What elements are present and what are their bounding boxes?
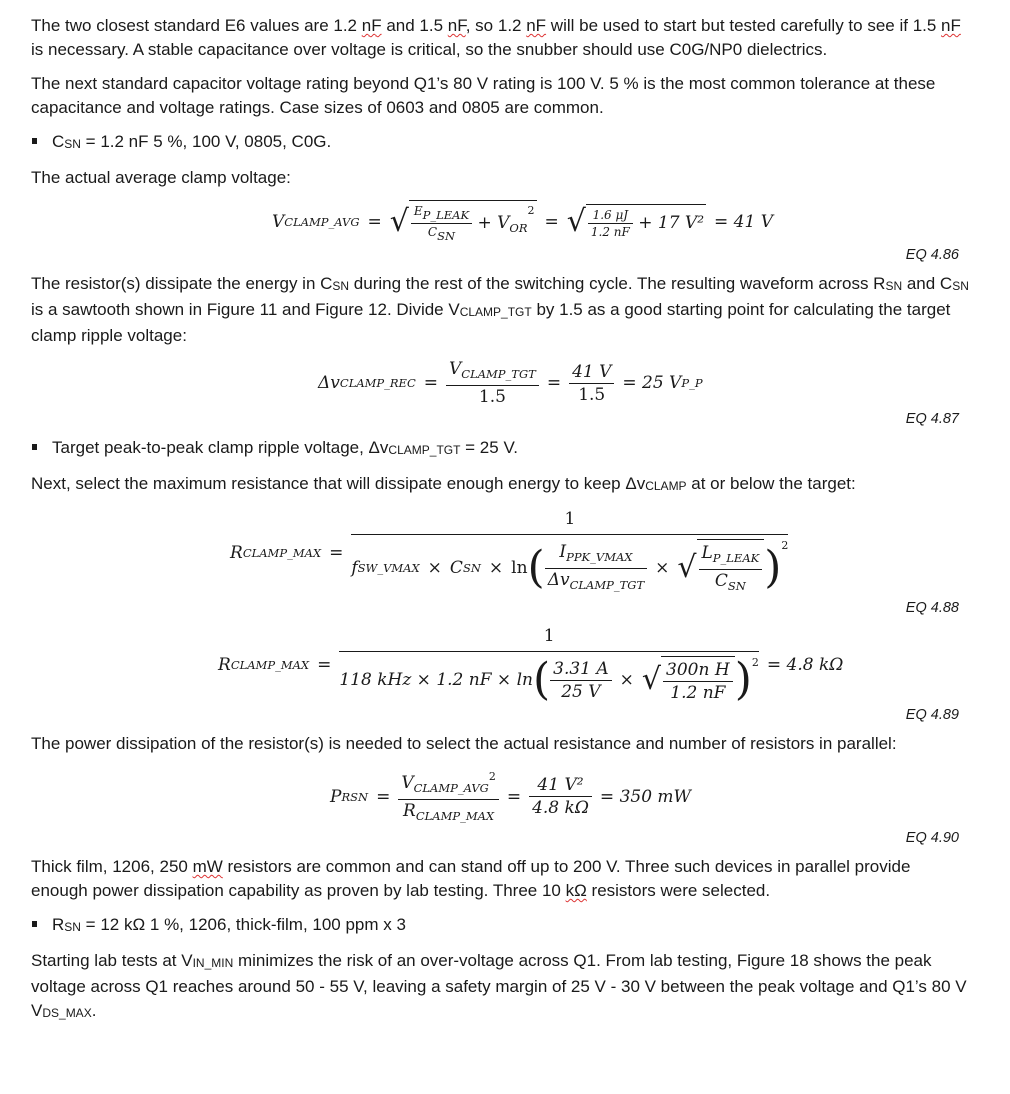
text: = 1.2 nF 5 %, 100 V, 0805, C0G. (80, 132, 332, 151)
math-term: 118 kHz × 1.2 nF × ln (339, 670, 533, 690)
math-result: = 350 mW (599, 786, 692, 807)
math-superscript: 2 (751, 656, 759, 669)
math-result: = 25 V (622, 373, 682, 393)
math-operator: × (427, 558, 442, 578)
fraction (699, 542, 763, 597)
bullet-target-ripple (31, 436, 970, 462)
math-numerator: 1 (339, 625, 759, 652)
math-denominator (339, 652, 759, 704)
math-subscript: SN (727, 579, 746, 593)
math-denominator: 1.2 nF (670, 683, 726, 703)
math-subscript: SN (437, 229, 456, 243)
math-operator: = (423, 373, 438, 393)
spellcheck-word[interactable]: nF (941, 16, 961, 35)
equation-label: EQ 4.88 (905, 600, 959, 616)
sqrt-icon: √ (389, 204, 409, 239)
text: is a sawtooth shown in Figure 11 and Figure 12. Divide V (31, 300, 460, 319)
paragraph-resistor-dissipation (31, 272, 970, 348)
bullet-icon (32, 444, 37, 450)
equation-4-87 (31, 358, 970, 408)
math-function: ln (511, 558, 528, 578)
spellcheck-word[interactable]: nF (526, 16, 547, 35)
equation-4-90 (31, 766, 970, 827)
fraction (550, 658, 612, 703)
paragraph-power-dissipation: The power dissipation of the resistor(s) is needed to select the actual resistance and number of resistors in parallel: (31, 734, 897, 753)
math-operator: = (544, 212, 559, 232)
equation-4-86 (31, 200, 970, 244)
fraction (398, 766, 499, 827)
math-denominator (351, 535, 788, 597)
paragraph-lab-tests (31, 949, 970, 1025)
math-denominator: 4.8 kΩ (532, 798, 589, 818)
math-operator: × (619, 670, 634, 690)
text: C (52, 132, 65, 151)
bullet-csn-spec (31, 130, 970, 156)
text: Next, select the maximum resistance that will dissipate enough energy to keep Δv (31, 474, 646, 493)
paragraph-e6-values (31, 14, 970, 62)
bullet-rsn-spec (31, 913, 970, 939)
math-symbol: V (401, 773, 414, 793)
paragraph-max-resistance (31, 472, 970, 498)
text: The two closest standard E6 values are 1.2 (31, 16, 362, 35)
fraction (545, 541, 647, 596)
equation-4-89 (31, 625, 970, 704)
sqrt-icon: √ (677, 550, 697, 585)
subscript: IN_MIN (192, 956, 234, 970)
fraction (663, 659, 733, 704)
equation-4-88 (31, 508, 970, 597)
math-term: + V (477, 213, 510, 233)
text: R (52, 915, 65, 934)
math-subscript: P_LEAK (422, 208, 470, 222)
math-symbol: V (449, 359, 462, 379)
bullet-text (52, 436, 518, 462)
spellcheck-word[interactable]: nF (361, 16, 382, 35)
text: minimizes the risk of an over-voltage across Q1. From lab testing, Figure 18 shows the peak voltage across Q1 reaches around 50 - 55 V, leaving a safety margin of 25 V - 30 V between the peak voltage and Q1’s 80 V V (31, 951, 967, 1020)
math-operator: × (655, 558, 670, 578)
text: The resistor(s) dissipate the energy in C (31, 274, 333, 293)
text: Target peak-to-peak clamp ripple voltage, Δv (52, 438, 389, 457)
spellcheck-word[interactable]: mW (192, 857, 223, 876)
math-term: + 17 V² (638, 213, 705, 233)
text: = 25 V. (460, 438, 518, 457)
math-symbol: f (351, 558, 358, 578)
text: and 1.5 (381, 16, 448, 35)
math-subscript: CLAMP_MAX (242, 545, 322, 560)
sqrt-icon: √ (641, 662, 662, 697)
math-subscript: CLAMP_MAX (230, 657, 310, 672)
math-symbol: V (272, 212, 285, 232)
equation-label: EQ 4.86 (905, 247, 959, 263)
math-subscript: RSN (341, 789, 369, 804)
subscript: CLAMP_TGT (459, 305, 532, 319)
math-superscript: 2 (488, 770, 496, 783)
spellcheck-word[interactable]: kΩ (565, 881, 587, 900)
left-paren-icon: ( (527, 542, 545, 593)
math-symbol: P (330, 786, 342, 807)
math-subscript: CLAMP_AVG (284, 215, 360, 229)
fraction (446, 358, 539, 408)
fraction (588, 207, 633, 240)
equation-block-4-88 (31, 508, 970, 617)
math-symbol: C (427, 225, 438, 239)
equation-block-4-90 (31, 766, 970, 847)
text: is necessary. A stable capacitance over voltage is critical, so the snubber should use C0G/NP0 dielectrics. (31, 40, 828, 59)
math-numerator: 3.31 A (550, 658, 612, 681)
math-operator: = (546, 373, 562, 393)
math-result: = 41 V (714, 212, 773, 232)
fraction (351, 508, 788, 597)
math-operator: = (317, 654, 332, 675)
math-subscript: CLAMP_TGT (461, 367, 536, 381)
bullet-text (52, 130, 331, 156)
math-result: = 4.8 kΩ (766, 654, 844, 675)
math-subscript: CLAMP_REC (339, 376, 416, 390)
text: will be used to start but tested carefully to see if 1.5 (546, 16, 942, 35)
math-operator: × (488, 558, 504, 578)
math-operator: = (367, 212, 382, 232)
fraction (339, 625, 759, 704)
math-subscript: OR (509, 221, 528, 235)
sqrt-body (697, 539, 765, 597)
math-subscript: SW_VMAX (357, 561, 420, 575)
equation-block-4-86 (31, 200, 970, 264)
subscript: CLAMP (645, 479, 687, 493)
math-symbol: E (413, 204, 423, 218)
math-subscript: SN (462, 561, 481, 575)
math-denominator: 1.5 (478, 387, 506, 407)
right-paren-icon: ) (764, 542, 782, 593)
math-numerator: 41 V² (529, 774, 592, 797)
subscript: CLAMP_TGT (388, 443, 461, 457)
math-operator: = (506, 786, 522, 807)
equation-label: EQ 4.87 (905, 411, 959, 427)
math-numerator: 300n H (663, 659, 733, 682)
bullet-text (52, 913, 406, 939)
left-paren-icon: ( (532, 654, 551, 705)
equation-block-4-87 (31, 358, 970, 428)
text: by 1.5 as a good starting point for calculating the target clamp ripple voltage: (31, 300, 951, 345)
text: = 12 kΩ 1 %, 1206, thick-film, 100 ppm x 3 (80, 915, 406, 934)
math-symbol: Δv (318, 373, 340, 393)
sqrt-body (586, 204, 706, 240)
math-symbol: R (230, 542, 243, 563)
text: , so 1.2 (465, 16, 527, 35)
fraction (569, 361, 614, 406)
math-subscript: CLAMP_MAX (415, 809, 495, 823)
sqrt-icon: √ (566, 204, 586, 239)
math-symbol: R (218, 654, 231, 675)
math-symbol: Δv (547, 569, 570, 590)
subscript: SN (64, 137, 81, 151)
math-symbol: I (559, 541, 567, 562)
fraction (411, 203, 472, 244)
right-paren-icon: ) (734, 654, 752, 705)
fraction (529, 774, 592, 819)
math-subscript: CLAMP_AVG (413, 781, 489, 795)
paragraph-avg-clamp-intro: The actual average clamp voltage: (31, 168, 291, 187)
paragraph-voltage-rating: The next standard capacitor voltage rating beyond Q1’s 80 V rating is 100 V. 5 % is the most common tolerance at these capacitance and voltage ratings. Case sizes of 0603 and 0805 are common. (31, 74, 936, 117)
subscript: DS_MAX (42, 1006, 92, 1020)
math-subscript: PPK_VMAX (566, 549, 633, 564)
math-symbol: L (701, 543, 713, 563)
math-numerator: 41 V (569, 361, 614, 384)
math-symbol: C (449, 558, 463, 578)
equation-block-4-89 (31, 625, 970, 724)
subscript: SN (885, 279, 903, 293)
math-operator: = (329, 542, 344, 563)
sqrt-body (661, 656, 735, 704)
math-superscript: 2 (527, 204, 535, 217)
math-numerator: 1.6 μJ (588, 207, 633, 224)
text: Starting lab tests at V (31, 951, 193, 970)
bullet-icon (32, 921, 37, 927)
math-denominator: 25 V (561, 681, 601, 702)
math-symbol: R (403, 801, 416, 821)
math-subscript: P_P (681, 376, 703, 390)
spellcheck-word[interactable]: nF (447, 16, 466, 35)
subscript: SN (64, 920, 81, 934)
subscript: SN (952, 279, 969, 293)
math-numerator: 1 (351, 508, 788, 535)
bullet-icon (32, 138, 37, 144)
math-denominator: 1.5 (578, 384, 606, 405)
math-superscript: 2 (781, 539, 789, 552)
text: at or below the target: (686, 474, 856, 493)
math-symbol: C (714, 571, 728, 591)
text: Thick film, 1206, 250 (31, 857, 193, 876)
math-denominator: 1.2 nF (590, 225, 630, 239)
sqrt-body (409, 200, 537, 244)
text: and C (902, 274, 953, 293)
math-subscript: P_LEAK (712, 551, 760, 565)
text: resistors are common and can stand off up to 200 V. Three such devices in parallel provide enough power dissipation capability as proven by lab testing. Three 10 (31, 857, 911, 900)
text: . (91, 1001, 97, 1020)
paragraph-thick-film (31, 855, 970, 903)
equation-label: EQ 4.90 (905, 830, 959, 846)
math-operator: = (376, 786, 391, 807)
subscript: SN (332, 279, 350, 293)
text: resistors were selected. (586, 881, 771, 900)
text: during the rest of the switching cycle. The resulting waveform across R (349, 274, 886, 293)
equation-label: EQ 4.89 (905, 707, 959, 723)
math-subscript: CLAMP_TGT (569, 577, 645, 592)
